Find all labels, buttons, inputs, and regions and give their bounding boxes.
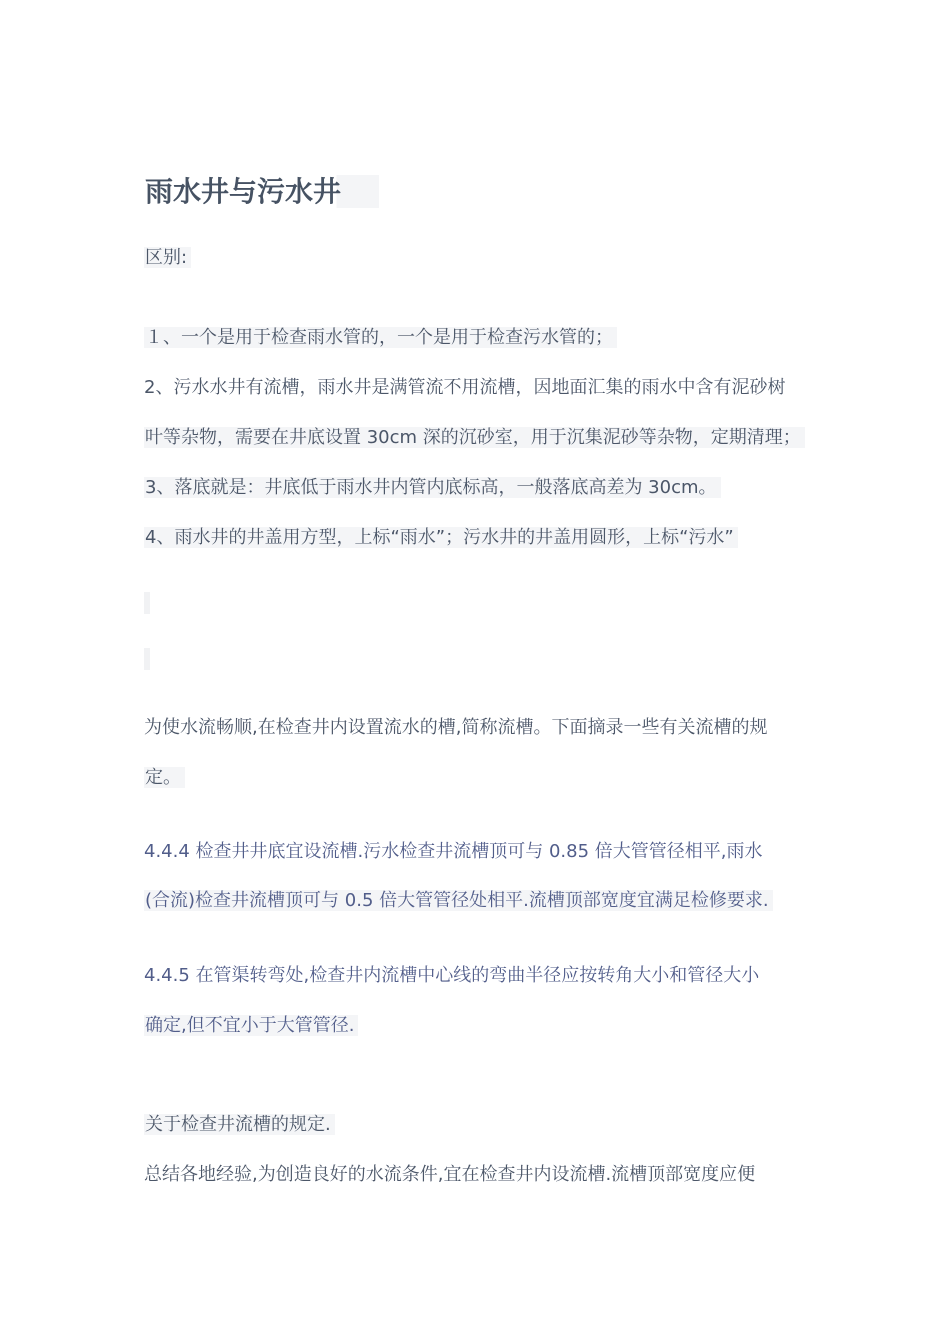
point-3 [144, 475, 721, 501]
flow-intro-line-1 [144, 715, 767, 741]
regulation-heading [144, 1112, 335, 1138]
summary-line [144, 1162, 755, 1188]
point-4 [144, 525, 738, 551]
point-2-line-1 [144, 375, 785, 401]
summary-line-text: 总结各地经验,为创造良好的水流条件,宜在检查井内设流槽.流槽顶部宽度应便 [144, 1164, 756, 1185]
point-3-text: 3、落底就是：井底低于雨水井内管内底标高，一般落底高差为 30cm。 [144, 477, 721, 498]
spec-445-line-1 [144, 963, 759, 989]
document-title-text: 雨水井与污水井 [144, 175, 379, 208]
point-1-text: １、一个是用于检查雨水管的，一个是用于检查污水管的； [144, 327, 617, 348]
empty-paragraph-mark [144, 592, 150, 614]
spec-444-line-2-text: (合流)检查井流槽顶可与 0.5 倍大管管径处相平.流槽顶部宽度宜满足检修要求. [144, 890, 773, 911]
flow-intro-line-2-text: 定。 [144, 767, 185, 788]
flow-intro-line-1-text: 为使水流畅顺,在检查井内设置流水的槽,简称流槽。下面摘录一些有关流槽的规 [144, 717, 768, 738]
spec-444-line-1 [144, 839, 762, 865]
spec-444-line-1-text: 4.4.4 检查井井底宜设流槽.污水检查井流槽顶可与 0.85 倍大管管径相平,雨水 [144, 841, 763, 862]
spec-445-line-1-text: 4.4.5 在管渠转弯处,检查井内流槽中心线的弯曲半径应按转角大小和管径大小 [144, 965, 760, 986]
point-2-line-1-text: 2、污水水井有流槽，雨水井是满管流不用流槽，因地面汇集的雨水中含有泥砂树 [144, 377, 786, 398]
point-4-text: 4、雨水井的井盖用方型，上标“雨水”；污水井的井盖用圆形，上标“污水” [144, 527, 738, 548]
spec-445-line-2-text: 确定,但不宜小于大管管径. [144, 1015, 358, 1036]
regulation-heading-text: 关于检查井流槽的规定. [144, 1114, 335, 1135]
point-2-line-2-text: 叶等杂物，需要在井底设置 30cm 深的沉砂室，用于沉集泥砂等杂物，定期清理； [144, 427, 805, 448]
flow-intro-line-2 [144, 765, 185, 791]
intro-label [144, 245, 191, 271]
intro-label-text: 区别: [144, 247, 191, 268]
point-2-line-2 [144, 425, 805, 451]
point-1 [144, 325, 617, 351]
spec-444-line-2 [144, 888, 773, 914]
spec-445-line-2 [144, 1013, 358, 1039]
empty-paragraph-mark [144, 648, 150, 670]
document-title [144, 174, 379, 210]
